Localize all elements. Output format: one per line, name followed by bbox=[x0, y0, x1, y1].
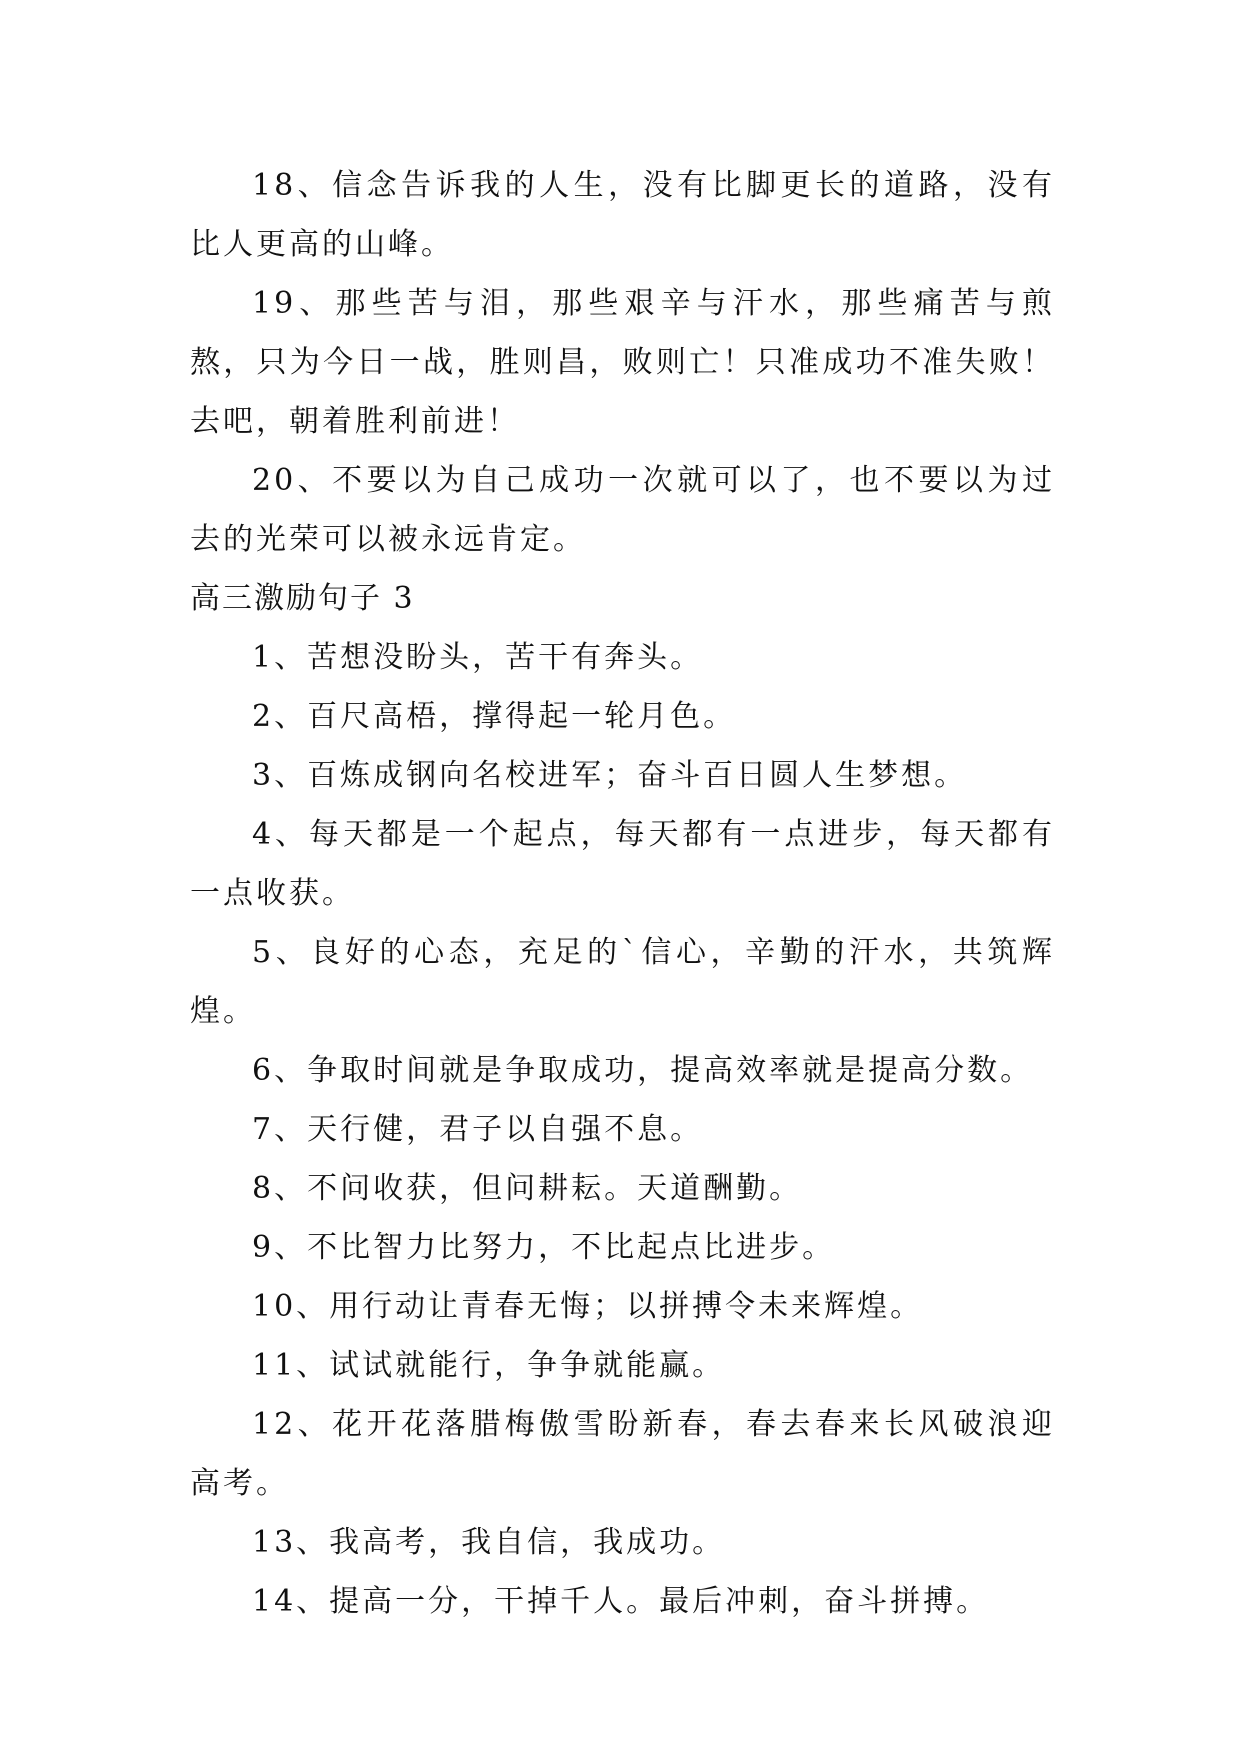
paragraph-13: 13、我高考，我自信，我成功。 bbox=[252, 1525, 726, 1560]
paragraph-20: 20、不要以为自己成功一次就可以了，也不要以为过去的光荣可以被永远肯定。 bbox=[190, 463, 1055, 557]
paragraph-2: 2、百尺高梧，撑得起一轮月色。 bbox=[252, 699, 737, 734]
paragraph-1: 1、苦想没盼头，苦干有奔头。 bbox=[252, 640, 704, 675]
section-heading: 高三激励句子 3 bbox=[190, 581, 415, 616]
paragraph-19: 19、那些苦与泪，那些艰辛与汗水，那些痛苦与煎熬，只为今日一战，胜则昌，败则亡！只准成功不准失败！去吧，朝着胜利前进！ bbox=[190, 286, 1055, 439]
paragraph-7: 7、天行健，君子以自强不息。 bbox=[252, 1112, 704, 1147]
paragraph-10: 10、用行动让青春无悔；以拼搏令未来辉煌。 bbox=[252, 1289, 924, 1324]
paragraph-12: 12、花开花落腊梅傲雪盼新春，春去春来长风破浪迎高考。 bbox=[190, 1407, 1055, 1501]
paragraph-18: 18、信念告诉我的人生，没有比脚更长的道路，没有比人更高的山峰。 bbox=[190, 168, 1055, 262]
paragraph-11: 11、试试就能行，争争就能赢。 bbox=[252, 1348, 726, 1383]
document-body bbox=[190, 156, 1055, 1631]
paragraph-14: 14、提高一分，干掉千人。最后冲刺，奋斗拼搏。 bbox=[252, 1584, 990, 1619]
paragraph-5: 5、良好的心态，充足的`信心，辛勤的汗水，共筑辉煌。 bbox=[190, 935, 1055, 1029]
paragraph-6: 6、争取时间就是争取成功，提高效率就是提高分数。 bbox=[252, 1053, 1034, 1088]
paragraph-9: 9、不比智力比努力，不比起点比进步。 bbox=[252, 1230, 836, 1265]
paragraph-3: 3、百炼成钢向名校进军；奋斗百日圆人生梦想。 bbox=[252, 758, 968, 793]
paragraph-8: 8、不问收获，但问耕耘。天道酬勤。 bbox=[252, 1171, 803, 1206]
paragraph-4: 4、每天都是一个起点，每天都有一点进步，每天都有一点收获。 bbox=[190, 817, 1055, 911]
